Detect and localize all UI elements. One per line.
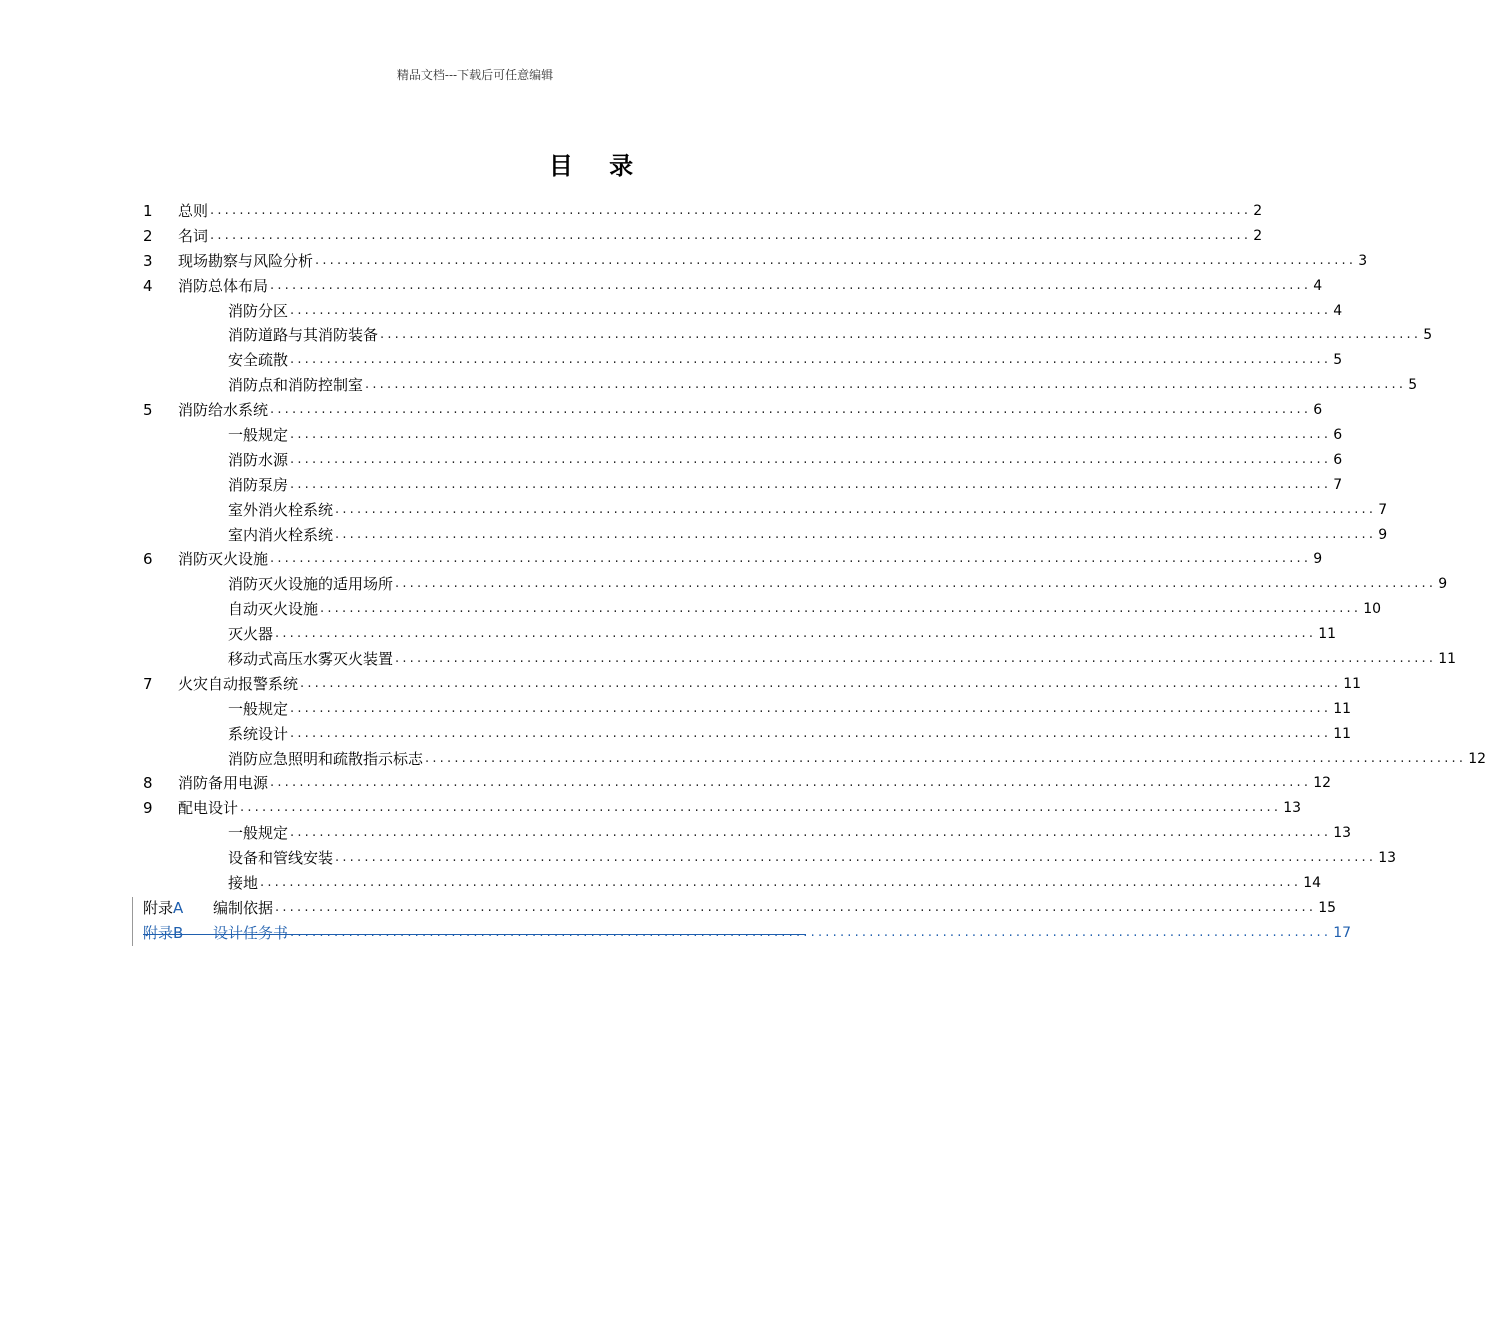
table-of-contents [143,199,1486,946]
toc-entry[interactable] [143,796,1302,821]
toc-entry-page: 2 [1253,203,1263,219]
toc-entry-page: 11 [1438,651,1457,668]
toc-leader-dots: .............................................................................................................................................. [335,526,1377,542]
toc-entry-page: 13 [1333,825,1352,842]
toc-entry-title[interactable]: 自动灭火设施 [228,600,319,619]
toc-entry-page: 2 [1253,227,1263,244]
toc-leader-dots: .............................................................................................................................................. [335,501,1377,517]
toc-entry[interactable] [143,572,1448,597]
toc-leader-dots: .............................................................................................................................................. [290,825,1332,841]
toc-entry-title[interactable]: 移动式高压水雾灭火装置 [228,650,394,669]
toc-entry-title[interactable]: 消防分区 [228,301,289,320]
toc-entry-title[interactable]: 消防总体布局 [178,276,269,295]
appendix-page: 15 [1318,899,1337,916]
toc-entry-title[interactable]: 消防给水系统 [178,401,269,420]
toc-entry-title[interactable]: 消防备用电源 [178,774,269,793]
toc-entry-number: 3 [143,251,153,270]
toc-entry-page: 11 [1333,700,1352,717]
toc-entry-title[interactable]: 设备和管线安装 [228,849,334,868]
toc-entry-title[interactable]: 系统设计 [228,724,289,743]
toc-entry-page: 11 [1318,626,1337,643]
toc-leader-dots: .............................................................................................................................................. [275,899,1317,915]
toc-entry[interactable] [143,224,1263,249]
toc-entry-page: 12 [1313,775,1332,792]
toc-entry-page: 10 [1363,601,1382,618]
toc-entry-title[interactable]: 消防点和消防控制室 [228,376,364,395]
toc-entry[interactable] [143,448,1343,473]
toc-entry-title[interactable]: 一般规定 [228,699,289,718]
toc-entry-page: 7 [1378,501,1388,518]
toc-entry-page: 9 [1378,526,1388,543]
revision-change-bar [132,897,133,946]
toc-entry[interactable] [143,622,1337,647]
toc-entry[interactable] [143,672,1362,697]
toc-leader-dots: .............................................................................................................................................. [210,203,1252,218]
toc-entry-title[interactable]: 消防应急照明和疏散指示标志 [228,749,424,768]
toc-leader-dots: .............................................................................................................................................. [270,775,1312,791]
toc-leader-dots: .............................................................................................................................................. [290,924,1332,940]
toc-entry-title[interactable]: 消防灭火设施 [178,550,269,569]
toc-entry[interactable] [143,323,1433,348]
toc-entry-number: 6 [143,550,153,569]
toc-entry[interactable] [143,473,1343,498]
toc-entry[interactable] [143,871,1322,896]
toc-leader-dots: .............................................................................................................................................. [320,601,1362,617]
toc-entry[interactable] [143,423,1343,448]
toc-leader-dots: .............................................................................................................................................. [260,875,1302,891]
toc-leader-dots: .............................................................................................................................................. [365,377,1407,393]
toc-entry-page: 4 [1313,277,1323,294]
toc-entry-page: 3 [1358,252,1368,269]
toc-entry-page: 14 [1303,875,1322,892]
toc-entry-title[interactable]: 室外消火栓系统 [228,500,334,519]
toc-entry-number: 7 [143,674,153,693]
toc-entry-title[interactable]: 安全疏散 [228,351,289,370]
toc-entry[interactable] [143,498,1388,523]
toc-entry[interactable] [143,249,1368,274]
appendix-label-text: 附录 [143,898,174,917]
toc-entry-title[interactable]: 消防灭火设施的适用场所 [228,575,394,594]
tracked-change-strikethrough [143,934,806,935]
toc-title: 目 录 [548,152,648,180]
toc-entry[interactable] [143,547,1323,572]
toc-entry[interactable] [143,299,1343,324]
toc-entry-title[interactable]: 配电设计 [178,799,239,818]
toc-entry-title[interactable]: 火灾自动报警系统 [178,674,299,693]
appendix-label-text: 附录 [143,923,174,942]
appendix-title[interactable]: 编制依据 [213,898,274,917]
toc-leader-dots: .............................................................................................................................................. [290,476,1332,492]
toc-leader-dots: .............................................................................................................................................. [290,700,1332,716]
toc-leader-dots: .............................................................................................................................................. [290,451,1332,467]
toc-entry-title[interactable]: 现场勘察与风险分析 [178,251,314,270]
toc-entry[interactable] [143,771,1332,796]
appendix-page: 17 [1333,924,1352,941]
toc-entry-title[interactable]: 一般规定 [228,426,289,445]
toc-entry-page: 5 [1333,352,1343,369]
toc-leader-dots: .............................................................................................................................................. [335,850,1377,866]
toc-leader-dots: .............................................................................................................................................. [275,626,1317,642]
toc-leader-dots: .............................................................................................................................................. [380,327,1422,343]
toc-entry-page: 11 [1333,725,1352,742]
toc-leader-dots: .............................................................................................................................................. [425,750,1467,766]
toc-entry-page: 4 [1333,302,1343,319]
toc-entry-page: 6 [1313,402,1323,419]
toc-leader-dots: .............................................................................................................................................. [270,277,1312,293]
toc-entry-page: 13 [1283,800,1302,817]
toc-leader-dots: .............................................................................................................................................. [290,725,1332,741]
toc-entry[interactable] [143,274,1323,299]
toc-entry-page: 7 [1333,476,1343,493]
appendix-label [143,896,213,921]
appendix-letter: B [173,923,184,942]
toc-leader-dots: .............................................................................................................................................. [210,227,1252,243]
toc-entry-page: 9 [1438,576,1448,593]
toc-entry-page: 5 [1408,377,1418,394]
page-header: 精品文档---下载后可任意编辑 [396,68,554,82]
toc-entry-page: 6 [1333,427,1343,444]
toc-leader-dots: .............................................................................................................................................. [290,302,1332,318]
toc-entry[interactable] [143,697,1352,722]
toc-leader-dots: .............................................................................................................................................. [290,352,1332,368]
toc-entry-page: 6 [1333,451,1343,468]
toc-appendix-entry[interactable] [143,921,1352,946]
toc-entry[interactable] [143,821,1352,846]
toc-entry[interactable] [143,647,1457,672]
toc-entry[interactable] [143,373,1418,398]
toc-entry[interactable] [143,348,1343,373]
toc-entry-title[interactable]: 接地 [228,874,259,893]
toc-entry-page: 12 [1468,750,1486,767]
toc-leader-dots: .............................................................................................................................................. [300,675,1342,691]
toc-entry-title[interactable]: 消防水源 [228,450,289,469]
toc-entry-title[interactable]: 室内消火栓系统 [228,525,334,544]
toc-leader-dots: .............................................................................................................................................. [395,576,1437,592]
toc-leader-dots: .............................................................................................................................................. [290,427,1332,443]
toc-entry-page: 13 [1378,850,1397,867]
toc-entry-title[interactable]: 灭火器 [228,625,274,644]
toc-entry-title[interactable]: 一般规定 [228,824,289,843]
toc-entry-number: 2 [143,226,153,245]
toc-entry-number: 4 [143,276,153,295]
toc-entry-title[interactable]: 消防泵房 [228,475,289,494]
toc-entry[interactable] [143,722,1352,747]
toc-entry-page: 11 [1343,675,1362,692]
toc-leader-dots: .............................................................................................................................................. [240,800,1282,816]
toc-entry[interactable] [143,398,1323,423]
toc-appendix-entry[interactable] [143,896,1337,921]
toc-entry-number: 9 [143,799,153,818]
toc-leader-dots: .............................................................................................................................................. [395,651,1437,667]
toc-entry-number: 1 [143,202,153,220]
toc-entry[interactable] [143,199,1263,224]
toc-entry-title[interactable]: 总则 [178,202,209,220]
toc-entry[interactable] [143,597,1382,622]
appendix-title[interactable]: 设计任务书 [213,923,289,942]
toc-leader-dots: .............................................................................................................................................. [270,551,1312,567]
toc-entry[interactable] [143,747,1486,772]
toc-leader-dots: .............................................................................................................................................. [270,402,1312,418]
toc-entry-title[interactable]: 消防道路与其消防装备 [228,326,379,345]
toc-entry-number: 8 [143,774,153,793]
toc-entry-page: 9 [1313,551,1323,568]
toc-entry-page: 5 [1423,327,1433,344]
toc-entry-title[interactable]: 名词 [178,226,209,245]
toc-leader-dots: .............................................................................................................................................. [315,252,1357,268]
appendix-letter: A [173,898,184,917]
toc-entry[interactable] [143,523,1388,548]
toc-entry-number: 5 [143,401,153,420]
toc-entry[interactable] [143,846,1397,871]
